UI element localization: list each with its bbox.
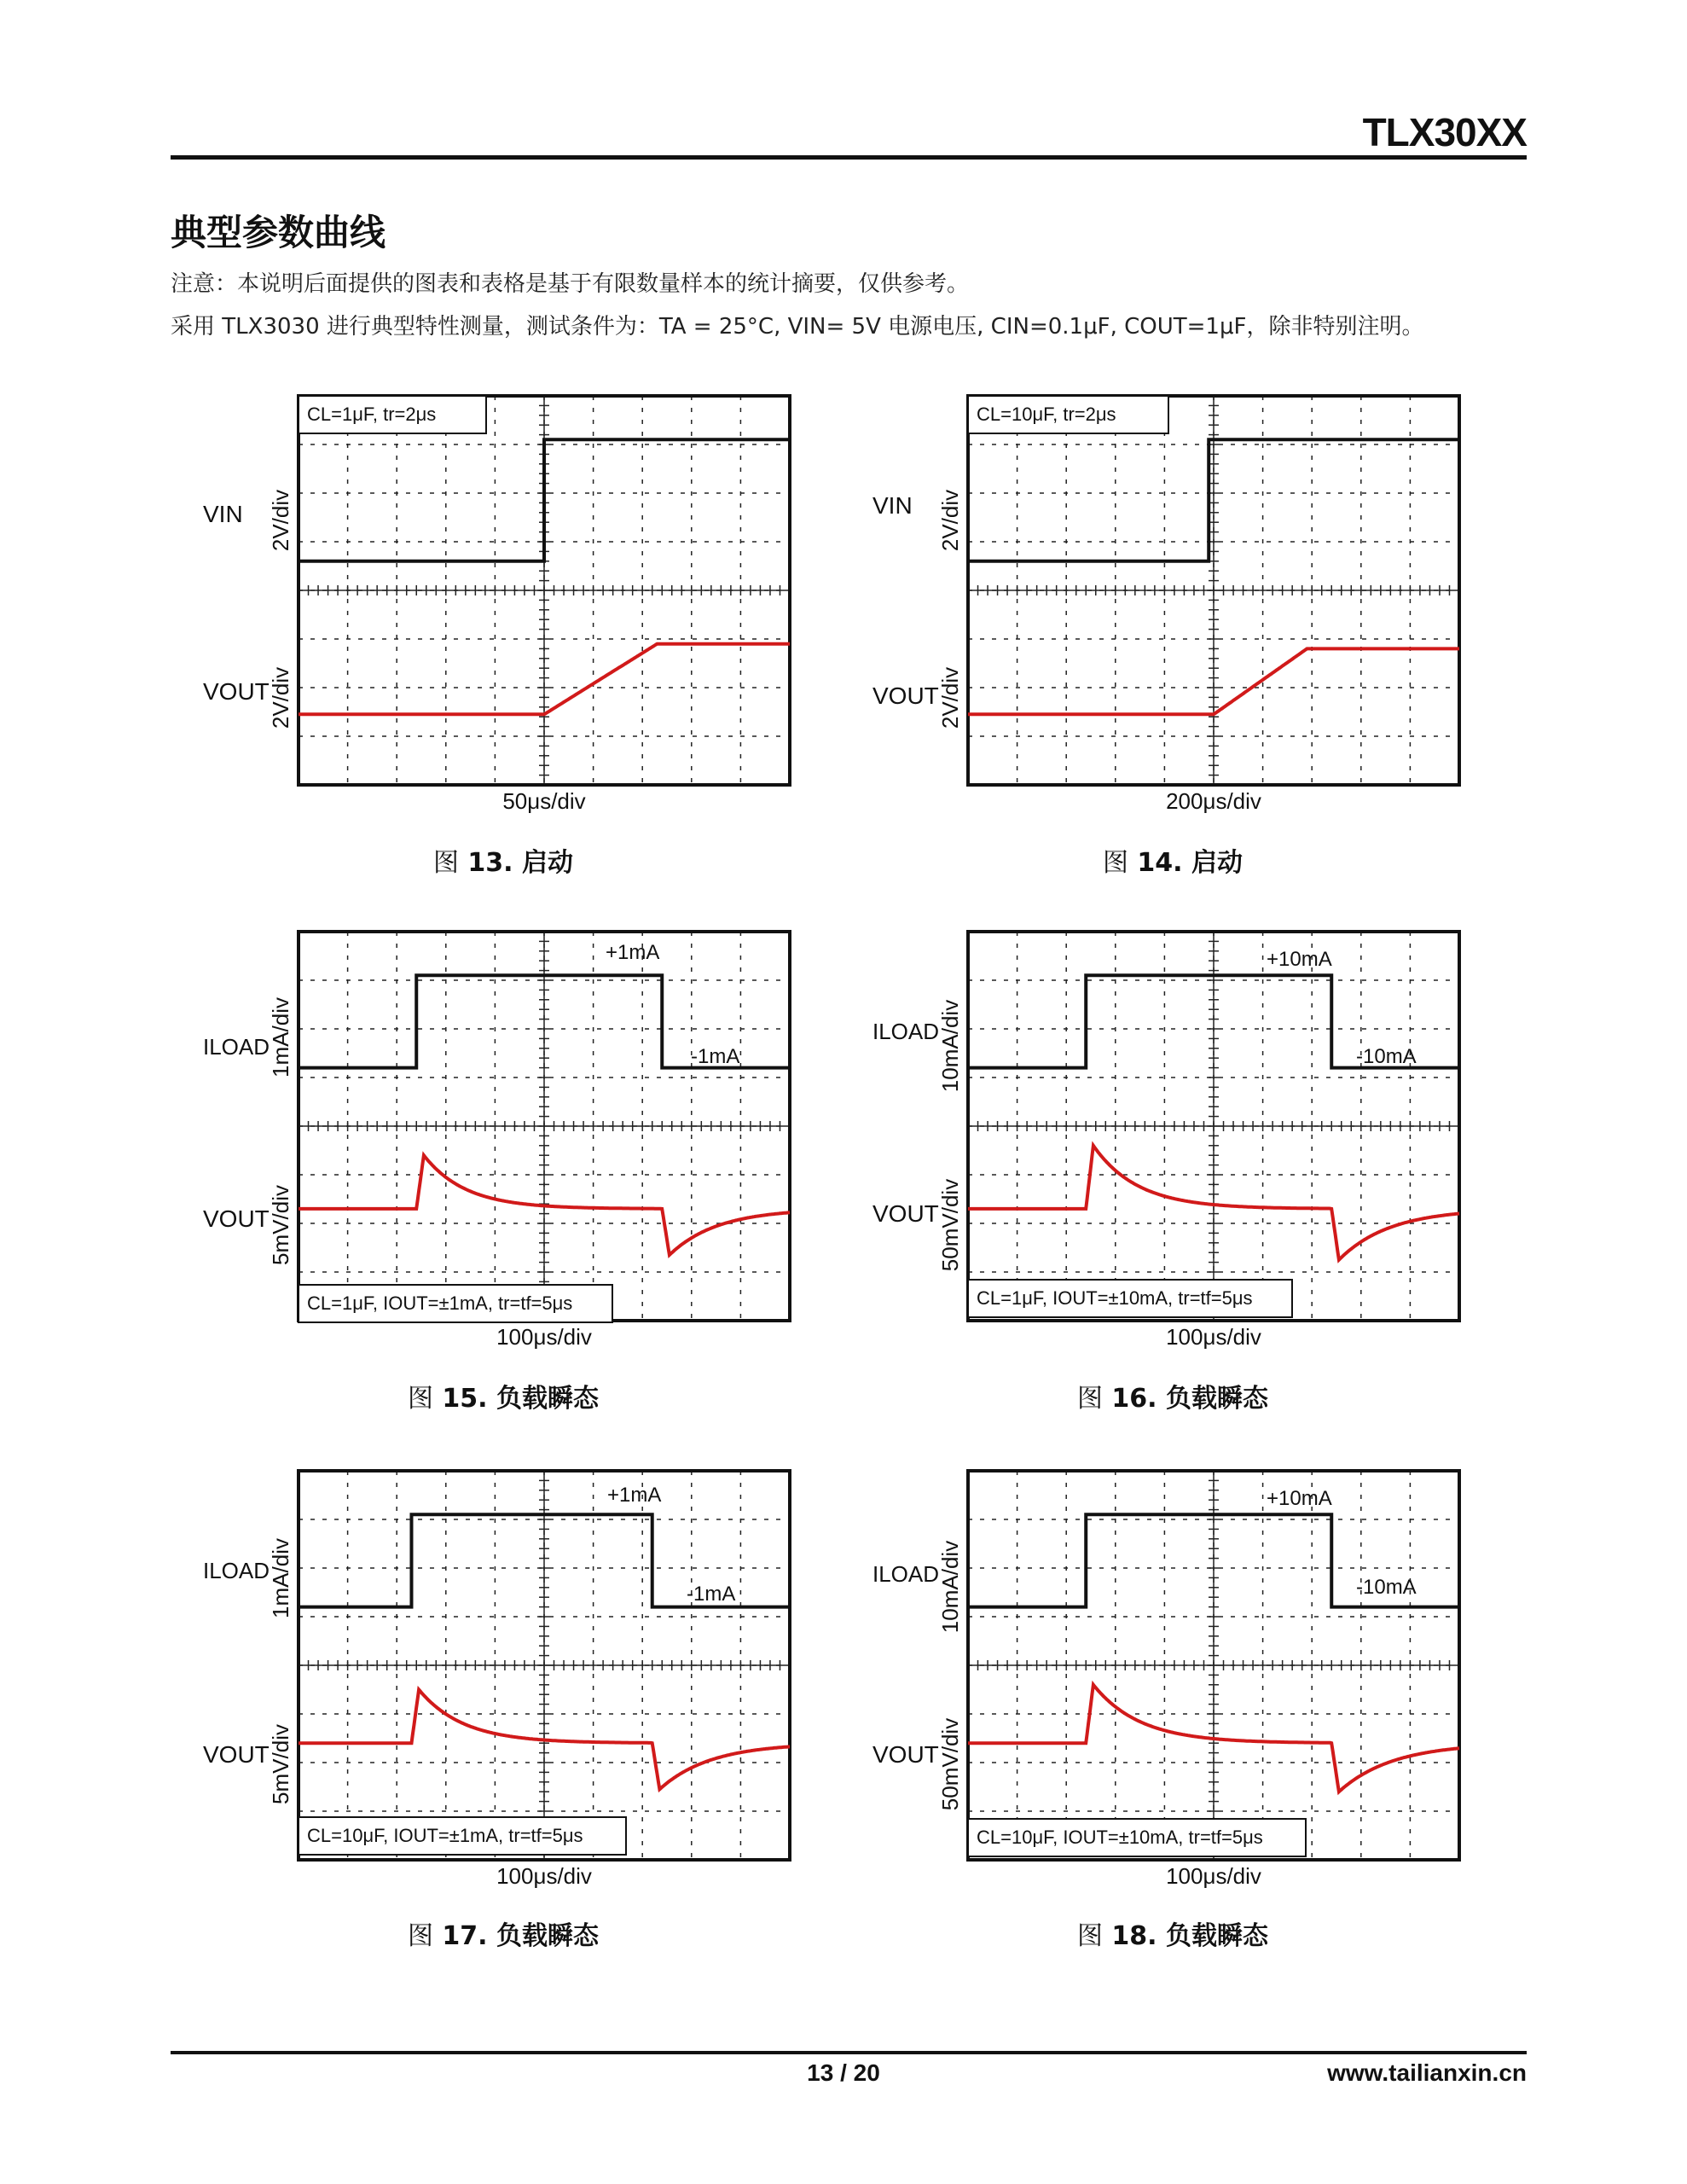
low-current-label: -10mA bbox=[1356, 1045, 1417, 1068]
timebase-label: 100μs/div bbox=[496, 1324, 592, 1350]
timebase-label: 100μs/div bbox=[496, 1863, 592, 1889]
figure-14-caption: 图 14. 启动 bbox=[1102, 848, 1244, 878]
scope-figure-15 bbox=[171, 911, 819, 1355]
low-current-label: -10mA bbox=[1356, 1576, 1417, 1599]
high-current-label: +10mA bbox=[1267, 1487, 1332, 1510]
scope-figure-13 bbox=[171, 375, 819, 819]
low-current-label: -1mA bbox=[687, 1583, 736, 1606]
bottom-scale-label: 50mV/div bbox=[937, 1178, 963, 1272]
high-current-label: +10mA bbox=[1267, 948, 1332, 971]
scope-figure-16 bbox=[840, 911, 1488, 1355]
high-current-label: +1mA bbox=[606, 941, 660, 964]
legend-text: CL=10μF, IOUT=±1mA, tr=tf=5μs bbox=[307, 1825, 583, 1846]
bottom-channel-label: VOUT bbox=[203, 1205, 270, 1232]
bottom-scale-label: 2V/div bbox=[268, 666, 293, 729]
bottom-channel-label: VOUT bbox=[872, 682, 939, 709]
scope-grid bbox=[299, 1471, 790, 1860]
high-current-label: +1mA bbox=[607, 1484, 662, 1507]
top-channel-label: VIN bbox=[872, 492, 913, 519]
scope-figure-14 bbox=[840, 375, 1488, 819]
bottom-scale-label: 5mV/div bbox=[268, 1185, 293, 1265]
timebase-label: 200μs/div bbox=[1166, 788, 1261, 814]
top-scale-label: 10mA/div bbox=[937, 999, 963, 1093]
bottom-channel-label: VOUT bbox=[872, 1741, 939, 1768]
figure-18-caption: 图 18. 负载瞬态 bbox=[1076, 1921, 1269, 1951]
website-url: www.tailianxin.cn bbox=[1327, 2059, 1527, 2086]
scope-grid bbox=[299, 932, 790, 1321]
timebase-label: 50μs/div bbox=[502, 788, 586, 814]
top-channel-label: VIN bbox=[203, 501, 243, 527]
header-rule bbox=[171, 155, 1527, 160]
document-title: TLX30XX bbox=[1362, 110, 1527, 154]
top-scale-label: 2V/div bbox=[268, 489, 293, 552]
note-line-2: 采用 TLX3030 进行典型特性测量，测试条件为：TA = 25°C, VIN= 5V 电源电压, CIN=0.1μF, COUT=1μF，除非特别注明。 bbox=[171, 314, 1424, 340]
figure-15-caption: 图 15. 负载瞬态 bbox=[407, 1384, 600, 1414]
bottom-scale-label: 50mV/div bbox=[937, 1717, 963, 1811]
scope-grid bbox=[968, 1471, 1459, 1860]
top-scale-label: 1mA/div bbox=[268, 997, 293, 1077]
note-line-1: 注意：本说明后面提供的图表和表格是基于有限数量样本的统计摘要，仅供参考。 bbox=[171, 271, 970, 297]
top-scale-label: 10mA/div bbox=[937, 1540, 963, 1634]
top-channel-label: ILOAD bbox=[872, 1019, 940, 1044]
page-number: 13 / 20 bbox=[807, 2059, 880, 2086]
top-channel-label: ILOAD bbox=[872, 1561, 940, 1587]
legend-text: CL=10μF, tr=2μs bbox=[977, 404, 1116, 425]
top-scale-label: 2V/div bbox=[937, 489, 963, 552]
top-scale-label: 1mA/div bbox=[268, 1538, 293, 1618]
top-channel-label: ILOAD bbox=[203, 1034, 270, 1060]
timebase-label: 100μs/div bbox=[1166, 1324, 1261, 1350]
legend-text: CL=1μF, IOUT=±10mA, tr=tf=5μs bbox=[977, 1287, 1253, 1309]
legend-text: CL=1μF, IOUT=±1mA, tr=tf=5μs bbox=[307, 1292, 573, 1314]
footer-rule bbox=[171, 2051, 1527, 2054]
bottom-scale-label: 2V/div bbox=[937, 666, 963, 729]
legend-text: CL=1μF, tr=2μs bbox=[307, 404, 437, 425]
section-heading: 典型参数曲线 bbox=[171, 212, 386, 253]
bottom-channel-label: VOUT bbox=[203, 1741, 270, 1768]
vin-trace bbox=[299, 439, 790, 561]
figure-16-caption: 图 16. 负载瞬态 bbox=[1076, 1384, 1269, 1414]
scope-grid bbox=[968, 396, 1459, 785]
top-channel-label: ILOAD bbox=[203, 1558, 270, 1583]
legend-text: CL=10μF, IOUT=±10mA, tr=tf=5μs bbox=[977, 1827, 1263, 1848]
scope-grid bbox=[968, 932, 1459, 1321]
figure-13-caption: 图 13. 启动 bbox=[432, 848, 574, 878]
low-current-label: -1mA bbox=[691, 1045, 740, 1068]
figure-17-caption: 图 17. 负载瞬态 bbox=[407, 1921, 600, 1951]
bottom-channel-label: VOUT bbox=[872, 1200, 939, 1227]
scope-figure-18 bbox=[840, 1450, 1488, 1894]
scope-figure-17 bbox=[171, 1450, 819, 1894]
timebase-label: 100μs/div bbox=[1166, 1863, 1261, 1889]
bottom-channel-label: VOUT bbox=[203, 678, 270, 705]
bottom-scale-label: 5mV/div bbox=[268, 1724, 293, 1804]
